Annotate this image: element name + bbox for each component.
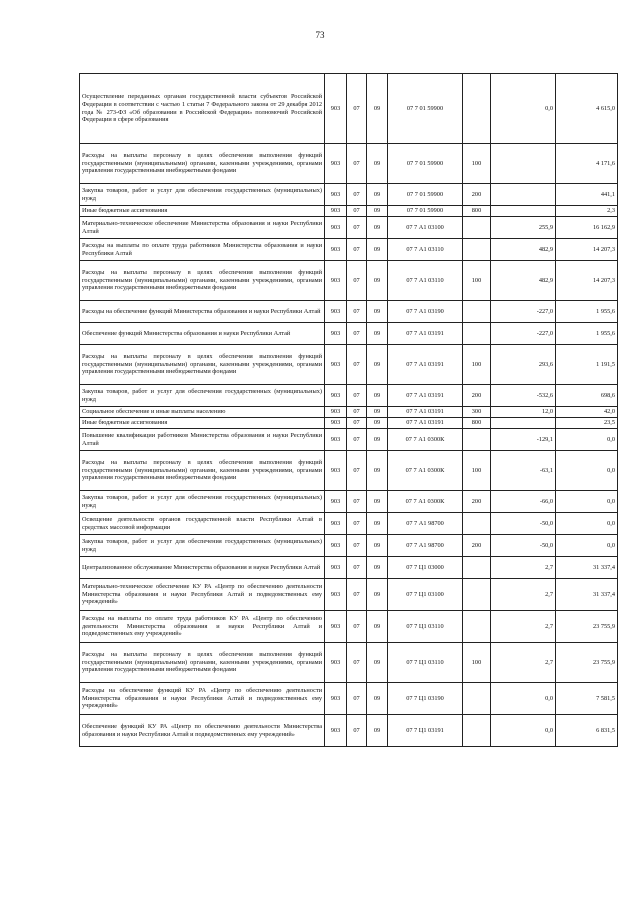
table-row [80,345,618,385]
row-subsection-cell: 09 [367,535,388,557]
row-change-amount-cell: 2,7 [491,643,556,683]
row-name-cell: Расходы на выплаты персоналу в целях обеспечения выполнения функций государственными (муниципальными) органами, казенными учреждениями, органами управления государственными внебюджетными фондами [80,144,325,184]
row-target-article-cell: 07 7 А1 03100 [388,217,463,239]
row-total-amount-cell: 14 207,3 [556,261,618,301]
row-subsection-cell: 09 [367,184,388,206]
row-change-amount-cell: 2,7 [491,611,556,643]
table-row [80,715,618,747]
row-total-amount-cell: 4 171,6 [556,144,618,184]
row-grbs-cell: 903 [325,261,347,301]
row-subsection-cell: 09 [367,491,388,513]
row-expense-type-cell: 800 [463,206,491,217]
row-total-amount-cell: 698,6 [556,385,618,407]
row-target-article-cell: 07 7 А1 03191 [388,418,463,429]
row-total-amount-cell: 23,5 [556,418,618,429]
row-grbs-cell: 903 [325,611,347,643]
row-section-cell: 07 [347,579,367,611]
row-subsection-cell: 09 [367,683,388,715]
table-row [80,217,618,239]
row-expense-type-cell: 100 [463,261,491,301]
row-change-amount-cell [491,184,556,206]
row-grbs-cell: 903 [325,579,347,611]
row-change-amount-cell: -63,1 [491,451,556,491]
row-total-amount-cell: 6 831,5 [556,715,618,747]
row-name-cell: Расходы на выплаты персоналу в целях обеспечения выполнения функций государственными (муниципальными) органами, казенными учреждениями, органами управления государственными внебюджетными фондами [80,261,325,301]
row-section-cell: 07 [347,239,367,261]
row-target-article-cell: 07 7 А1 03191 [388,345,463,385]
row-expense-type-cell [463,513,491,535]
row-change-amount-cell: -129,1 [491,429,556,451]
row-target-article-cell: 07 7 А1 98700 [388,513,463,535]
row-change-amount-cell: 293,6 [491,345,556,385]
row-target-article-cell: 07 7 А1 03110 [388,261,463,301]
row-name-cell: Расходы на выплаты по оплате труда работников Министерства образования и науки Республики Алтай [80,239,325,261]
row-subsection-cell: 09 [367,206,388,217]
row-grbs-cell: 903 [325,557,347,579]
row-subsection-cell: 09 [367,261,388,301]
row-grbs-cell: 903 [325,407,347,418]
row-expense-type-cell [463,429,491,451]
row-target-article-cell: 07 7 01 59900 [388,206,463,217]
row-change-amount-cell: 482,9 [491,239,556,261]
row-name-cell: Закупка товаров, работ и услуг для обеспечения государственных (муниципальных) нужд [80,491,325,513]
row-expense-type-cell [463,217,491,239]
row-grbs-cell: 903 [325,206,347,217]
row-grbs-cell: 903 [325,418,347,429]
table-row [80,301,618,323]
row-expense-type-cell: 100 [463,345,491,385]
row-expense-type-cell: 800 [463,418,491,429]
row-grbs-cell: 903 [325,385,347,407]
row-subsection-cell: 09 [367,301,388,323]
row-grbs-cell: 903 [325,491,347,513]
row-expense-type-cell: 300 [463,407,491,418]
row-expense-type-cell [463,715,491,747]
row-change-amount-cell: 12,0 [491,407,556,418]
row-expense-type-cell [463,239,491,261]
row-name-cell: Расходы на обеспечение функций Министерства образования и науки Республики Алтай [80,301,325,323]
row-section-cell: 07 [347,611,367,643]
row-expense-type-cell: 200 [463,535,491,557]
table-row [80,579,618,611]
row-section-cell: 07 [347,407,367,418]
row-grbs-cell: 903 [325,643,347,683]
row-change-amount-cell [491,418,556,429]
row-total-amount-cell: 441,1 [556,184,618,206]
row-expense-type-cell: 100 [463,451,491,491]
row-change-amount-cell [491,144,556,184]
row-name-cell: Закупка товаров, работ и услуг для обеспечения государственных (муниципальных) нужд [80,385,325,407]
row-expense-type-cell: 200 [463,491,491,513]
row-total-amount-cell: 0,0 [556,491,618,513]
table-row [80,611,618,643]
row-target-article-cell: 07 7 А1 03191 [388,323,463,345]
row-change-amount-cell: 255,9 [491,217,556,239]
row-subsection-cell: 09 [367,239,388,261]
table-row [80,206,618,217]
row-change-amount-cell: -227,0 [491,301,556,323]
row-target-article-cell: 07 7 А1 0300К [388,491,463,513]
row-target-article-cell: 07 7 Ц1 03100 [388,579,463,611]
row-name-cell: Иные бюджетные ассигнования [80,206,325,217]
row-expense-type-cell [463,683,491,715]
row-name-cell: Расходы на обеспечение функций КУ РА «Центр по обеспечению деятельности Министерства образования и науки Республики Алтай и подведомственных ему учреждений» [80,683,325,715]
row-subsection-cell: 09 [367,217,388,239]
row-expense-type-cell [463,557,491,579]
row-name-cell: Расходы на выплаты персоналу в целях обеспечения выполнения функций государственными (муниципальными) органами, казенными учреждениями, органами управления государственными внебюджетными фондами [80,345,325,385]
row-subsection-cell: 09 [367,429,388,451]
row-section-cell: 07 [347,429,367,451]
budget-table-body [80,74,618,747]
table-row [80,74,618,144]
row-grbs-cell: 903 [325,683,347,715]
row-name-cell: Социальное обеспечение и иные выплаты населению [80,407,325,418]
row-grbs-cell: 903 [325,301,347,323]
row-expense-type-cell [463,611,491,643]
row-target-article-cell: 07 7 01 59900 [388,184,463,206]
budget-table [79,73,618,747]
row-name-cell: Материально-техническое обеспечение КУ РА «Центр по обеспечению деятельности Министерства образования и науки Республики Алтай и подведомственных ему учреждений» [80,579,325,611]
row-expense-type-cell: 200 [463,184,491,206]
row-total-amount-cell: 0,0 [556,451,618,491]
row-change-amount-cell: -50,0 [491,535,556,557]
row-subsection-cell: 09 [367,611,388,643]
table-row [80,144,618,184]
row-name-cell: Обеспечение функций Министерства образования и науки Республики Алтай [80,323,325,345]
row-section-cell: 07 [347,683,367,715]
row-change-amount-cell: 0,0 [491,715,556,747]
row-total-amount-cell: 23 755,9 [556,611,618,643]
table-row [80,418,618,429]
row-target-article-cell: 07 7 А1 03190 [388,301,463,323]
row-total-amount-cell: 0,0 [556,535,618,557]
row-subsection-cell: 09 [367,643,388,683]
table-row [80,429,618,451]
row-section-cell: 07 [347,301,367,323]
row-section-cell: 07 [347,217,367,239]
row-subsection-cell: 09 [367,407,388,418]
row-subsection-cell: 09 [367,557,388,579]
row-grbs-cell: 903 [325,535,347,557]
row-expense-type-cell: 200 [463,385,491,407]
row-section-cell: 07 [347,418,367,429]
row-target-article-cell: 07 7 А1 03110 [388,239,463,261]
row-subsection-cell: 09 [367,715,388,747]
row-name-cell: Освещение деятельности органов государственной власти Республики Алтай в средствах массовой информации [80,513,325,535]
row-section-cell: 07 [347,385,367,407]
row-total-amount-cell: 14 207,3 [556,239,618,261]
page-number: 73 [315,30,325,40]
row-change-amount-cell [491,206,556,217]
row-section-cell: 07 [347,513,367,535]
table-row [80,184,618,206]
row-section-cell: 07 [347,715,367,747]
row-section-cell: 07 [347,643,367,683]
row-total-amount-cell: 7 581,5 [556,683,618,715]
row-name-cell: Иные бюджетные ассигнования [80,418,325,429]
row-target-article-cell: 07 7 А1 03191 [388,407,463,418]
row-section-cell: 07 [347,74,367,144]
row-total-amount-cell: 42,0 [556,407,618,418]
row-name-cell: Централизованное обслуживание Министерства образования и науки Республики Алтай [80,557,325,579]
row-grbs-cell: 903 [325,323,347,345]
row-name-cell: Обеспечение функций КУ РА «Центр по обеспечению деятельности Министерства образования и науки Республики Алтай и подведомственных ему учреждений» [80,715,325,747]
row-grbs-cell: 903 [325,184,347,206]
row-section-cell: 07 [347,323,367,345]
table-row [80,407,618,418]
row-subsection-cell: 09 [367,74,388,144]
row-total-amount-cell: 0,0 [556,513,618,535]
row-subsection-cell: 09 [367,579,388,611]
row-grbs-cell: 903 [325,217,347,239]
table-row [80,557,618,579]
table-row [80,683,618,715]
row-subsection-cell: 09 [367,451,388,491]
table-row [80,323,618,345]
row-expense-type-cell [463,323,491,345]
row-expense-type-cell: 100 [463,144,491,184]
row-grbs-cell: 903 [325,451,347,491]
row-expense-type-cell [463,74,491,144]
row-section-cell: 07 [347,206,367,217]
row-grbs-cell: 903 [325,144,347,184]
table-row [80,513,618,535]
row-target-article-cell: 07 7 Ц1 03110 [388,611,463,643]
row-target-article-cell: 07 7 А1 0300К [388,429,463,451]
row-name-cell: Материально-техническое обеспечение Министерства образования и науки Республики Алтай [80,217,325,239]
row-section-cell: 07 [347,345,367,385]
row-grbs-cell: 903 [325,715,347,747]
row-name-cell: Расходы на выплаты персоналу в целях обеспечения выполнения функций государственными (муниципальными) органами, казенными учреждениями, органами управления государственными внебюджетными фондами [80,451,325,491]
row-name-cell: Расходы на выплаты по оплате труда работников КУ РА «Центр по обеспечению деятельности Министерства образования и науки Республики Алтай и подведомственных ему учреждений» [80,611,325,643]
row-subsection-cell: 09 [367,323,388,345]
row-total-amount-cell: 4 615,0 [556,74,618,144]
row-target-article-cell: 07 7 А1 98700 [388,535,463,557]
row-total-amount-cell: 1 955,6 [556,301,618,323]
row-subsection-cell: 09 [367,418,388,429]
row-name-cell: Повышение квалификации работников Министерства образования и науки Республики Алтай [80,429,325,451]
row-target-article-cell: 07 7 01 59900 [388,74,463,144]
row-section-cell: 07 [347,144,367,184]
row-change-amount-cell: -50,0 [491,513,556,535]
row-subsection-cell: 09 [367,144,388,184]
row-subsection-cell: 09 [367,385,388,407]
row-section-cell: 07 [347,261,367,301]
row-target-article-cell: 07 7 А1 0300К [388,451,463,491]
row-name-cell: Закупка товаров, работ и услуг для обеспечения государственных (муниципальных) нужд [80,184,325,206]
row-name-cell: Осуществление переданных органам государственной власти субъектов Российской Федерации в соответствии с частью 1 статьи 7 Федерального закона от 29 декабря 2012 года № 273-ФЗ «Об образовании в Российской Федерации» полномочий Российской Федерации в сфере образования [80,74,325,144]
table-row [80,491,618,513]
row-target-article-cell: 07 7 Ц1 03110 [388,643,463,683]
row-change-amount-cell: 2,7 [491,579,556,611]
row-target-article-cell: 07 7 Ц1 03000 [388,557,463,579]
table-row [80,451,618,491]
row-total-amount-cell: 31 337,4 [556,579,618,611]
row-section-cell: 07 [347,535,367,557]
row-name-cell: Расходы на выплаты персоналу в целях обеспечения выполнения функций государственными (муниципальными) органами, казенными учреждениями, органами управления государственными внебюджетными фондами [80,643,325,683]
table-row [80,643,618,683]
row-subsection-cell: 09 [367,345,388,385]
row-section-cell: 07 [347,557,367,579]
row-subsection-cell: 09 [367,513,388,535]
row-target-article-cell: 07 7 Ц1 03190 [388,683,463,715]
row-expense-type-cell [463,579,491,611]
row-total-amount-cell: 31 337,4 [556,557,618,579]
row-grbs-cell: 903 [325,239,347,261]
row-target-article-cell: 07 7 Ц1 03191 [388,715,463,747]
row-target-article-cell: 07 7 01 59900 [388,144,463,184]
row-change-amount-cell: 482,9 [491,261,556,301]
row-target-article-cell: 07 7 А1 03191 [388,385,463,407]
row-section-cell: 07 [347,184,367,206]
row-total-amount-cell: 0,0 [556,429,618,451]
table-row [80,239,618,261]
row-total-amount-cell: 1 191,5 [556,345,618,385]
row-change-amount-cell: -227,0 [491,323,556,345]
row-section-cell: 07 [347,451,367,491]
row-change-amount-cell: 0,0 [491,683,556,715]
row-grbs-cell: 903 [325,513,347,535]
row-grbs-cell: 903 [325,345,347,385]
row-expense-type-cell [463,301,491,323]
row-change-amount-cell: 0,0 [491,74,556,144]
row-change-amount-cell: -532,6 [491,385,556,407]
table-row [80,261,618,301]
row-grbs-cell: 903 [325,74,347,144]
row-total-amount-cell: 16 162,9 [556,217,618,239]
row-change-amount-cell: 2,7 [491,557,556,579]
row-name-cell: Закупка товаров, работ и услуг для обеспечения государственных (муниципальных) нужд [80,535,325,557]
row-grbs-cell: 903 [325,429,347,451]
row-change-amount-cell: -66,0 [491,491,556,513]
row-total-amount-cell: 1 955,6 [556,323,618,345]
row-expense-type-cell: 100 [463,643,491,683]
row-total-amount-cell: 23 755,9 [556,643,618,683]
row-total-amount-cell: 2,3 [556,206,618,217]
row-section-cell: 07 [347,491,367,513]
table-row [80,535,618,557]
table-row [80,385,618,407]
